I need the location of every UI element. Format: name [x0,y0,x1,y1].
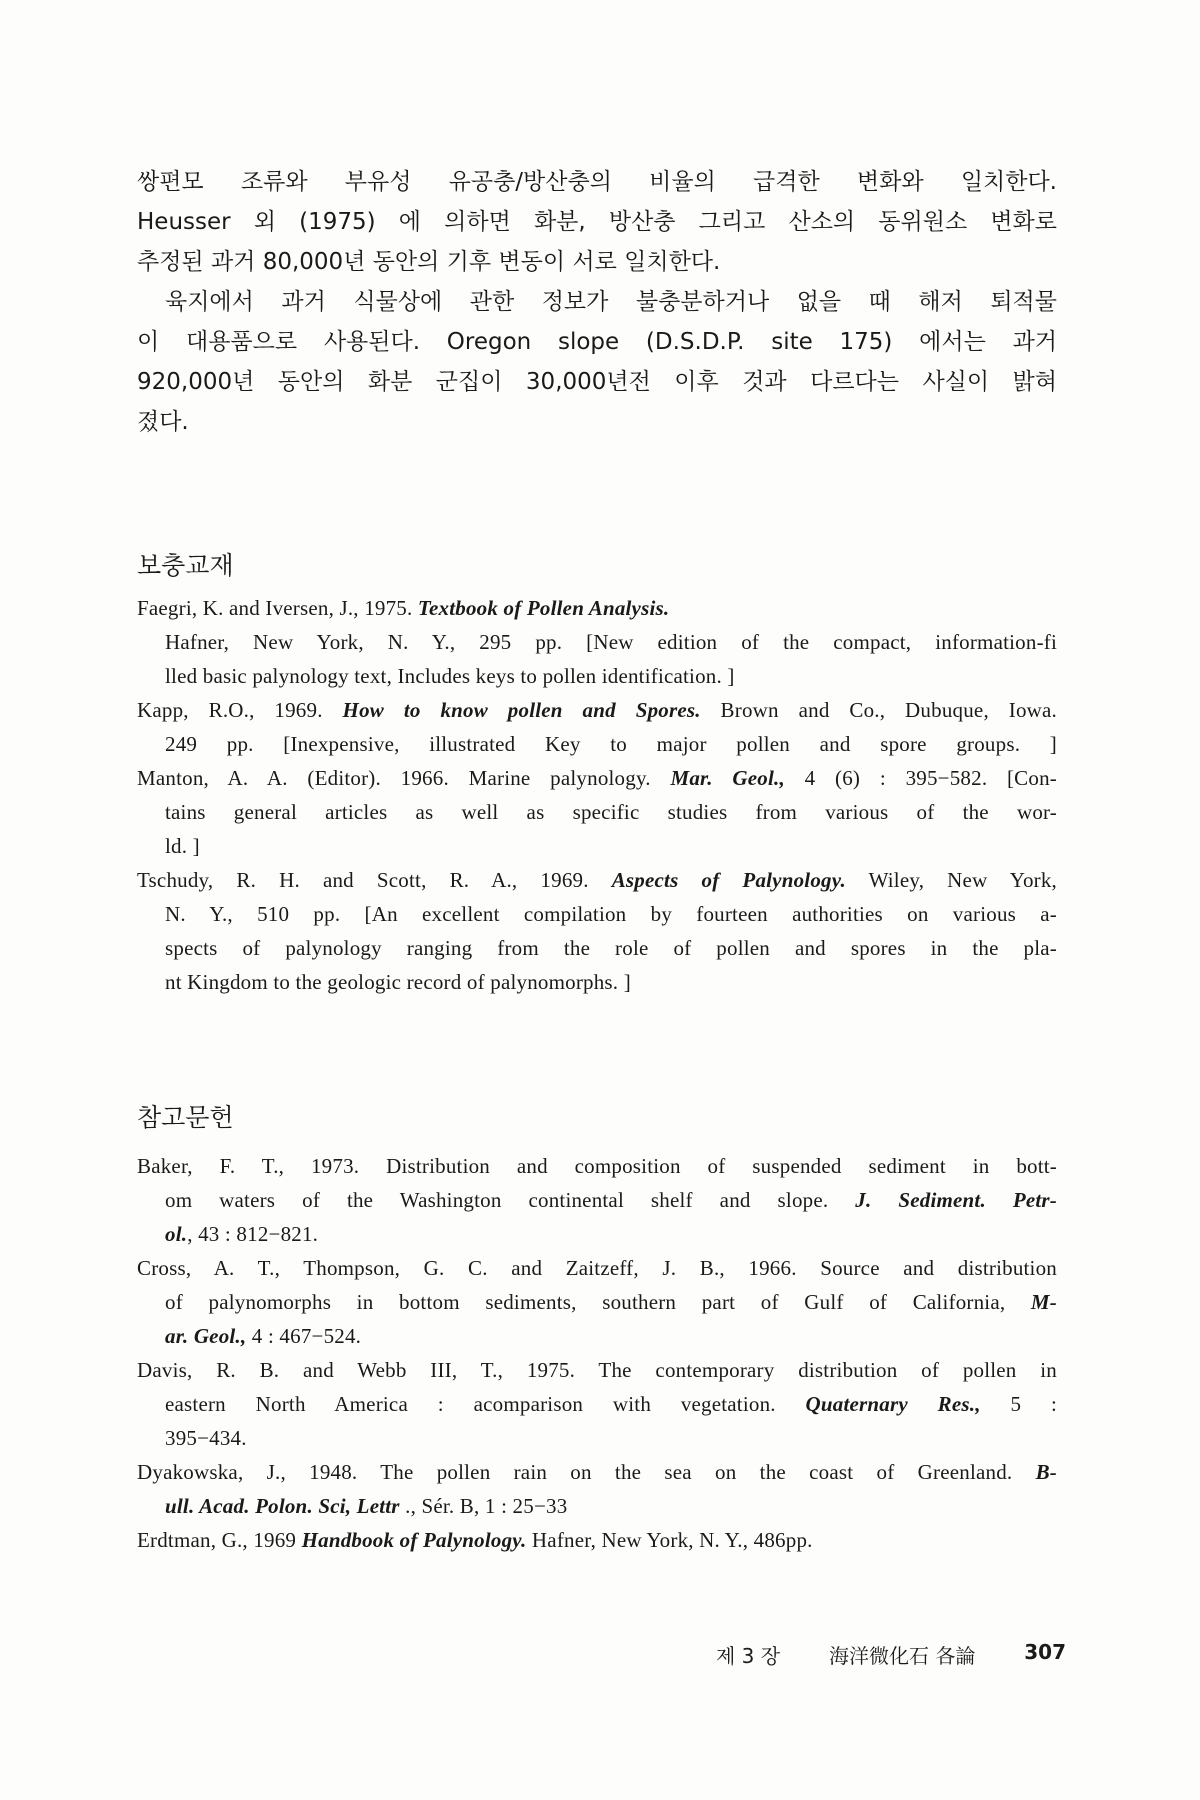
reference-line [137,1183,1057,1217]
reference-text: eastern North America : acomparison with vegetation. [165,1392,806,1416]
reference-text: Davis, R. B. and Webb III, T., 1975. The contemporary distribution of pollen in [137,1358,1057,1382]
reference-text: Faegri, K. and Iversen, J., 1975. [137,596,418,620]
reference-text: Hafner, New York, N. Y., 295 pp. [New edition of the compact, information-fi [165,630,1057,654]
reference-title-italic: Textbook of Pollen Analysis. [417,596,670,620]
reference-line [137,1285,1057,1319]
reference-text: Kapp, R.O., 1969. [137,698,343,722]
reference-title-italic: B- [1035,1460,1057,1484]
reference-text: Baker, F. T., 1973. Distribution and composition of suspended sediment in bott- [137,1154,1057,1178]
reference-line [137,693,1057,727]
reference-title-italic: M- [1030,1290,1057,1314]
reference-line [137,931,1057,965]
paragraph-line: 육지에서 과거 식물상에 관한 정보가 불충분하거나 없을 때 해저 퇴적물 [165,289,1057,315]
reference-text: 4 : 467−524. [246,1324,362,1348]
reference-line [137,761,1057,795]
reference-text: ld. ] [165,834,200,858]
paragraph-line: 이 대용품으로 사용된다. Oregon slope (D.S.D.P. site 175) 에서는 과거 [137,329,1057,355]
reference-title-italic: Aspects of Palynology. [611,868,846,892]
reference-text: tains general articles as well as specific studies from various of the wor- [165,800,1057,824]
reference-text: , 43 : 812−821. [187,1222,319,1246]
paragraph-line: 쌍편모 조류와 부유성 유공충/방산충의 비율의 급격한 변화와 일치한다. [137,169,1057,195]
supplementary-heading: 보충교재 [137,551,234,580]
reference-line [137,1387,1057,1421]
reference-text: 5 : [980,1392,1057,1416]
paragraph-line: 920,000년 동안의 화분 군집이 30,000년전 이후 것과 다르다는 사실이 밝혀 [137,369,1057,395]
reference-line [137,863,1057,897]
reference-line [137,727,1057,761]
reference-text: Wiley, New York, [845,868,1058,892]
body-paragraph [137,162,1057,442]
reference-entry [137,1149,1057,1251]
reference-text: lled basic palynology text, Includes keys to pollen identification. ] [165,664,735,688]
reference-line [137,1353,1057,1387]
supplementary-reference-list [137,591,1057,999]
reference-text: ., Sér. B, 1 : 25−33 [399,1494,568,1518]
reference-line [137,897,1057,931]
reference-text: spects of palynology ranging from the role of pollen and spores in the pla- [165,936,1057,960]
reference-line [137,1489,1057,1523]
paragraph-line: 졌다. [137,409,189,435]
reference-title-italic: How to know pollen and Spores. [342,698,701,722]
reference-entry [137,591,1057,693]
page-number: 307 [1024,1640,1066,1664]
reference-title-italic: ull. Acad. Polon. Sci, Lettr [165,1494,400,1518]
reference-text: Brown and Co., Dubuque, Iowa. [700,698,1057,722]
reference-line [137,1149,1057,1183]
reference-entry [137,761,1057,863]
reference-title-italic: J. Sediment. Petr- [855,1188,1057,1212]
reference-line [137,1421,1057,1455]
reference-entry [137,1455,1057,1523]
references-heading: 참고문헌 [137,1103,234,1132]
reference-text: Dyakowska, J., 1948. The pollen rain on the sea on the coast of Greenland. [137,1460,1036,1484]
reference-text: of palynomorphs in bottom sediments, southern part of Gulf of California, [165,1290,1031,1314]
reference-text: 395−434. [165,1426,247,1450]
reference-line [137,829,1057,863]
reference-entry [137,1353,1057,1455]
reference-title-italic: Mar. Geol., [670,766,785,790]
reference-title-italic: ar. Geol., [165,1324,247,1348]
section-title: 海洋微化石 各論 [828,1644,976,1668]
reference-line [137,1251,1057,1285]
reference-text: 249 pp. [Inexpensive, illustrated Key to major pollen and spore groups. ] [165,732,1057,756]
reference-text: Cross, A. T., Thompson, G. C. and Zaitzeff, J. B., 1966. Source and distribution [137,1256,1057,1280]
chapter-label: 제 3 장 [716,1644,781,1668]
reference-text: N. Y., 510 pp. [An excellent compilation by fourteen authorities on various a- [165,902,1057,926]
reference-title-italic: ol. [165,1222,188,1246]
reference-text: Tschudy, R. H. and Scott, R. A., 1969. [137,868,612,892]
reference-text: Erdtman, G., 1969 [137,1528,302,1552]
reference-text: Manton, A. A. (Editor). 1966. Marine palynology. [137,766,671,790]
reference-text: 4 (6) : 395−582. [Con- [784,766,1057,790]
reference-line [137,625,1057,659]
reference-line [137,965,1057,999]
paragraph-line: Heusser 외 (1975) 에 의하면 화분, 방산충 그리고 산소의 동위원소 변화로 [137,209,1057,235]
reference-title-italic: Handbook of Palynology. [301,1528,527,1552]
reference-line [137,1217,1057,1251]
reference-line [137,591,1057,625]
reference-text: nt Kingdom to the geologic record of palynomorphs. ] [165,970,631,994]
reference-title-italic: Quaternary Res., [805,1392,981,1416]
paragraph-line: 추정된 과거 80,000년 동안의 기후 변동이 서로 일치한다. [137,249,721,275]
reference-line [137,795,1057,829]
reference-text: Hafner, New York, N. Y., 486pp. [526,1528,813,1552]
reference-text: om waters of the Washington continental shelf and slope. [165,1188,856,1212]
reference-entry [137,1251,1057,1353]
reference-list [137,1149,1057,1557]
reference-entry [137,693,1057,761]
reference-entry [137,1523,1057,1557]
reference-line [137,1455,1057,1489]
reference-line [137,659,1057,693]
reference-entry [137,863,1057,999]
reference-line [137,1523,1057,1557]
reference-line [137,1319,1057,1353]
page-footer [716,1640,1066,1669]
